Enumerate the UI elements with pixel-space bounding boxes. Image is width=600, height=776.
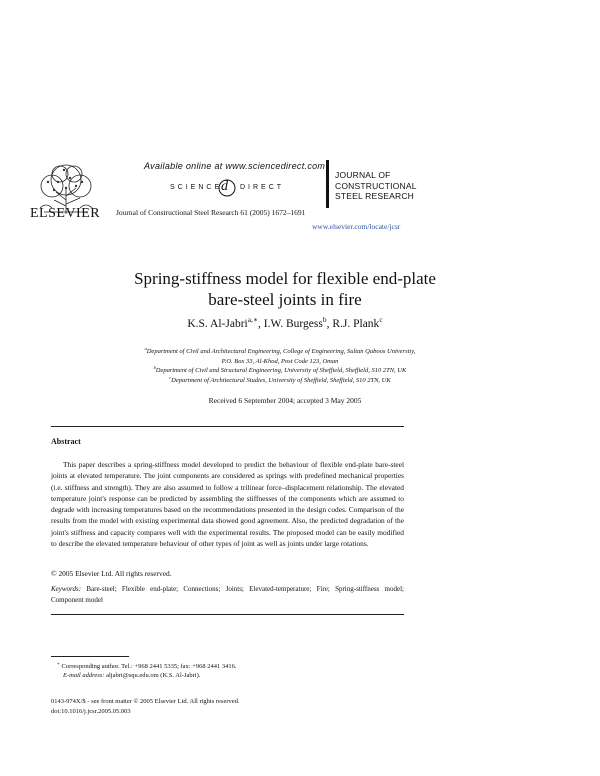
author-sup[interactable]: a,∗ (247, 315, 258, 325)
journal-logo-line-3: STEEL RESEARCH (335, 191, 415, 201)
publisher-logo-word: ELSEVIER (30, 206, 101, 221)
keywords-label: Keywords: (51, 585, 82, 593)
author-sep: , (326, 318, 333, 330)
author-sup[interactable]: b (322, 315, 327, 325)
keywords-text: Bare-steel; Flexible end-plate; Connections; Joints; Elevated-temperature; Fire; Spring-stiffness model; Component model (51, 585, 404, 604)
journal-logo (326, 160, 417, 208)
journal-logo-line-2: CONSTRUCTIONAL (335, 180, 417, 191)
corresponding-author: Corresponding author. Tel.: +968 2441 5335; fax: +968 2441 3416. (61, 663, 237, 670)
sciencedirect-logo[interactable] (168, 178, 288, 200)
abstract-bottom-rule (51, 614, 404, 615)
affiliation-sup: a (144, 345, 147, 351)
author-sup[interactable]: c (379, 315, 383, 325)
abstract-heading: Abstract (51, 437, 81, 446)
affiliation-text: Department of Architectural Studies, University of Sheffield, Sheffield, S10 2TN, UK (171, 377, 391, 384)
affiliation-b (0, 366, 560, 376)
author-name[interactable]: K.S. Al-Jabri (187, 318, 248, 330)
sciencedirect-mark-letter: d (221, 179, 228, 194)
author-sep: , (258, 318, 264, 330)
affiliation-sup: c (169, 374, 172, 380)
email-label: E-mail address: (63, 672, 105, 679)
affiliation-a (0, 347, 560, 357)
footnote-marker: ∗ (57, 660, 60, 666)
article-title (0, 268, 570, 310)
email-value[interactable]: aljabri@squ.edu.om (K.S. Al-Jabri). (106, 672, 201, 679)
affiliation-text: P.O. Box 33, Al-Khod, Post Code 123, Oman (221, 358, 339, 365)
bottom-info (51, 697, 240, 716)
journal-url-link[interactable]: www.elsevier.com/locate/jcsr (312, 222, 401, 231)
title-line-1: Spring-stiffness model for flexible end-plate (134, 269, 436, 288)
abstract-copyright: © 2005 Elsevier Ltd. All rights reserved. (51, 569, 172, 578)
author-name[interactable]: I.W. Burgess (263, 318, 323, 330)
affiliation-text: Department of Civil and Architectural Engineering, College of Engineering, Sultan Qaboos University, (146, 348, 416, 355)
author-name[interactable]: R.J. Plank (332, 318, 380, 330)
authors-line (0, 315, 570, 330)
issn-line: 0143-974X/$ - see front matter © 2005 Elsevier Ltd. All rights reserved. (51, 698, 240, 705)
abstract-top-rule (51, 426, 404, 427)
affiliation-c (0, 376, 560, 386)
footnote-rule (51, 656, 129, 657)
affiliation-sup: b (153, 364, 156, 370)
affiliation-text: Department of Civil and Structural Engineering, University of Sheffield, Sheffield, S10 2TN, UK (155, 367, 407, 374)
journal-citation: Journal of Constructional Steel Research 61 (2005) 1672–1691 (116, 208, 306, 217)
received-dates: Received 6 September 2004; accepted 3 May 2005 (208, 396, 362, 405)
doi-line[interactable]: doi:10.1016/j.jcsr.2005.05.003 (51, 707, 131, 715)
title-line-2: bare-steel joints in fire (208, 290, 362, 309)
footnote (51, 662, 237, 680)
sciencedirect-left: SCIENCE (170, 184, 223, 191)
journal-logo-line-1: JOURNAL OF (335, 170, 391, 180)
abstract-text: This paper describes a spring-stiffness model developed to predict the behaviour of flexible end-plate bare-steel joints at elevated temperature. The joint components are considered as springs with predefined mechanical properties (i.e. stiffness and strength). They are also assumed to follow a trilinear force–displacement relationship. The elevated temperature joint's response can be predicted by assembling the stiffnesses of the components which are assumed to degrade with increasing temperatures based on the recommendations presented in the design codes. Comparison of the results from the model with existing experimental data showed good agreement. Also, the predicted degradation of the joint's stiffness and capacity compares well with the experimental results. The proposed model can be easily modified to describe the elevated temperature behaviour of other types of joint as well as joints under large rotations. (51, 460, 404, 549)
available-online-text[interactable]: Available online at www.sciencedirect.com (144, 161, 326, 171)
keywords (51, 584, 404, 606)
sciencedirect-right: DIRECT (240, 184, 285, 191)
